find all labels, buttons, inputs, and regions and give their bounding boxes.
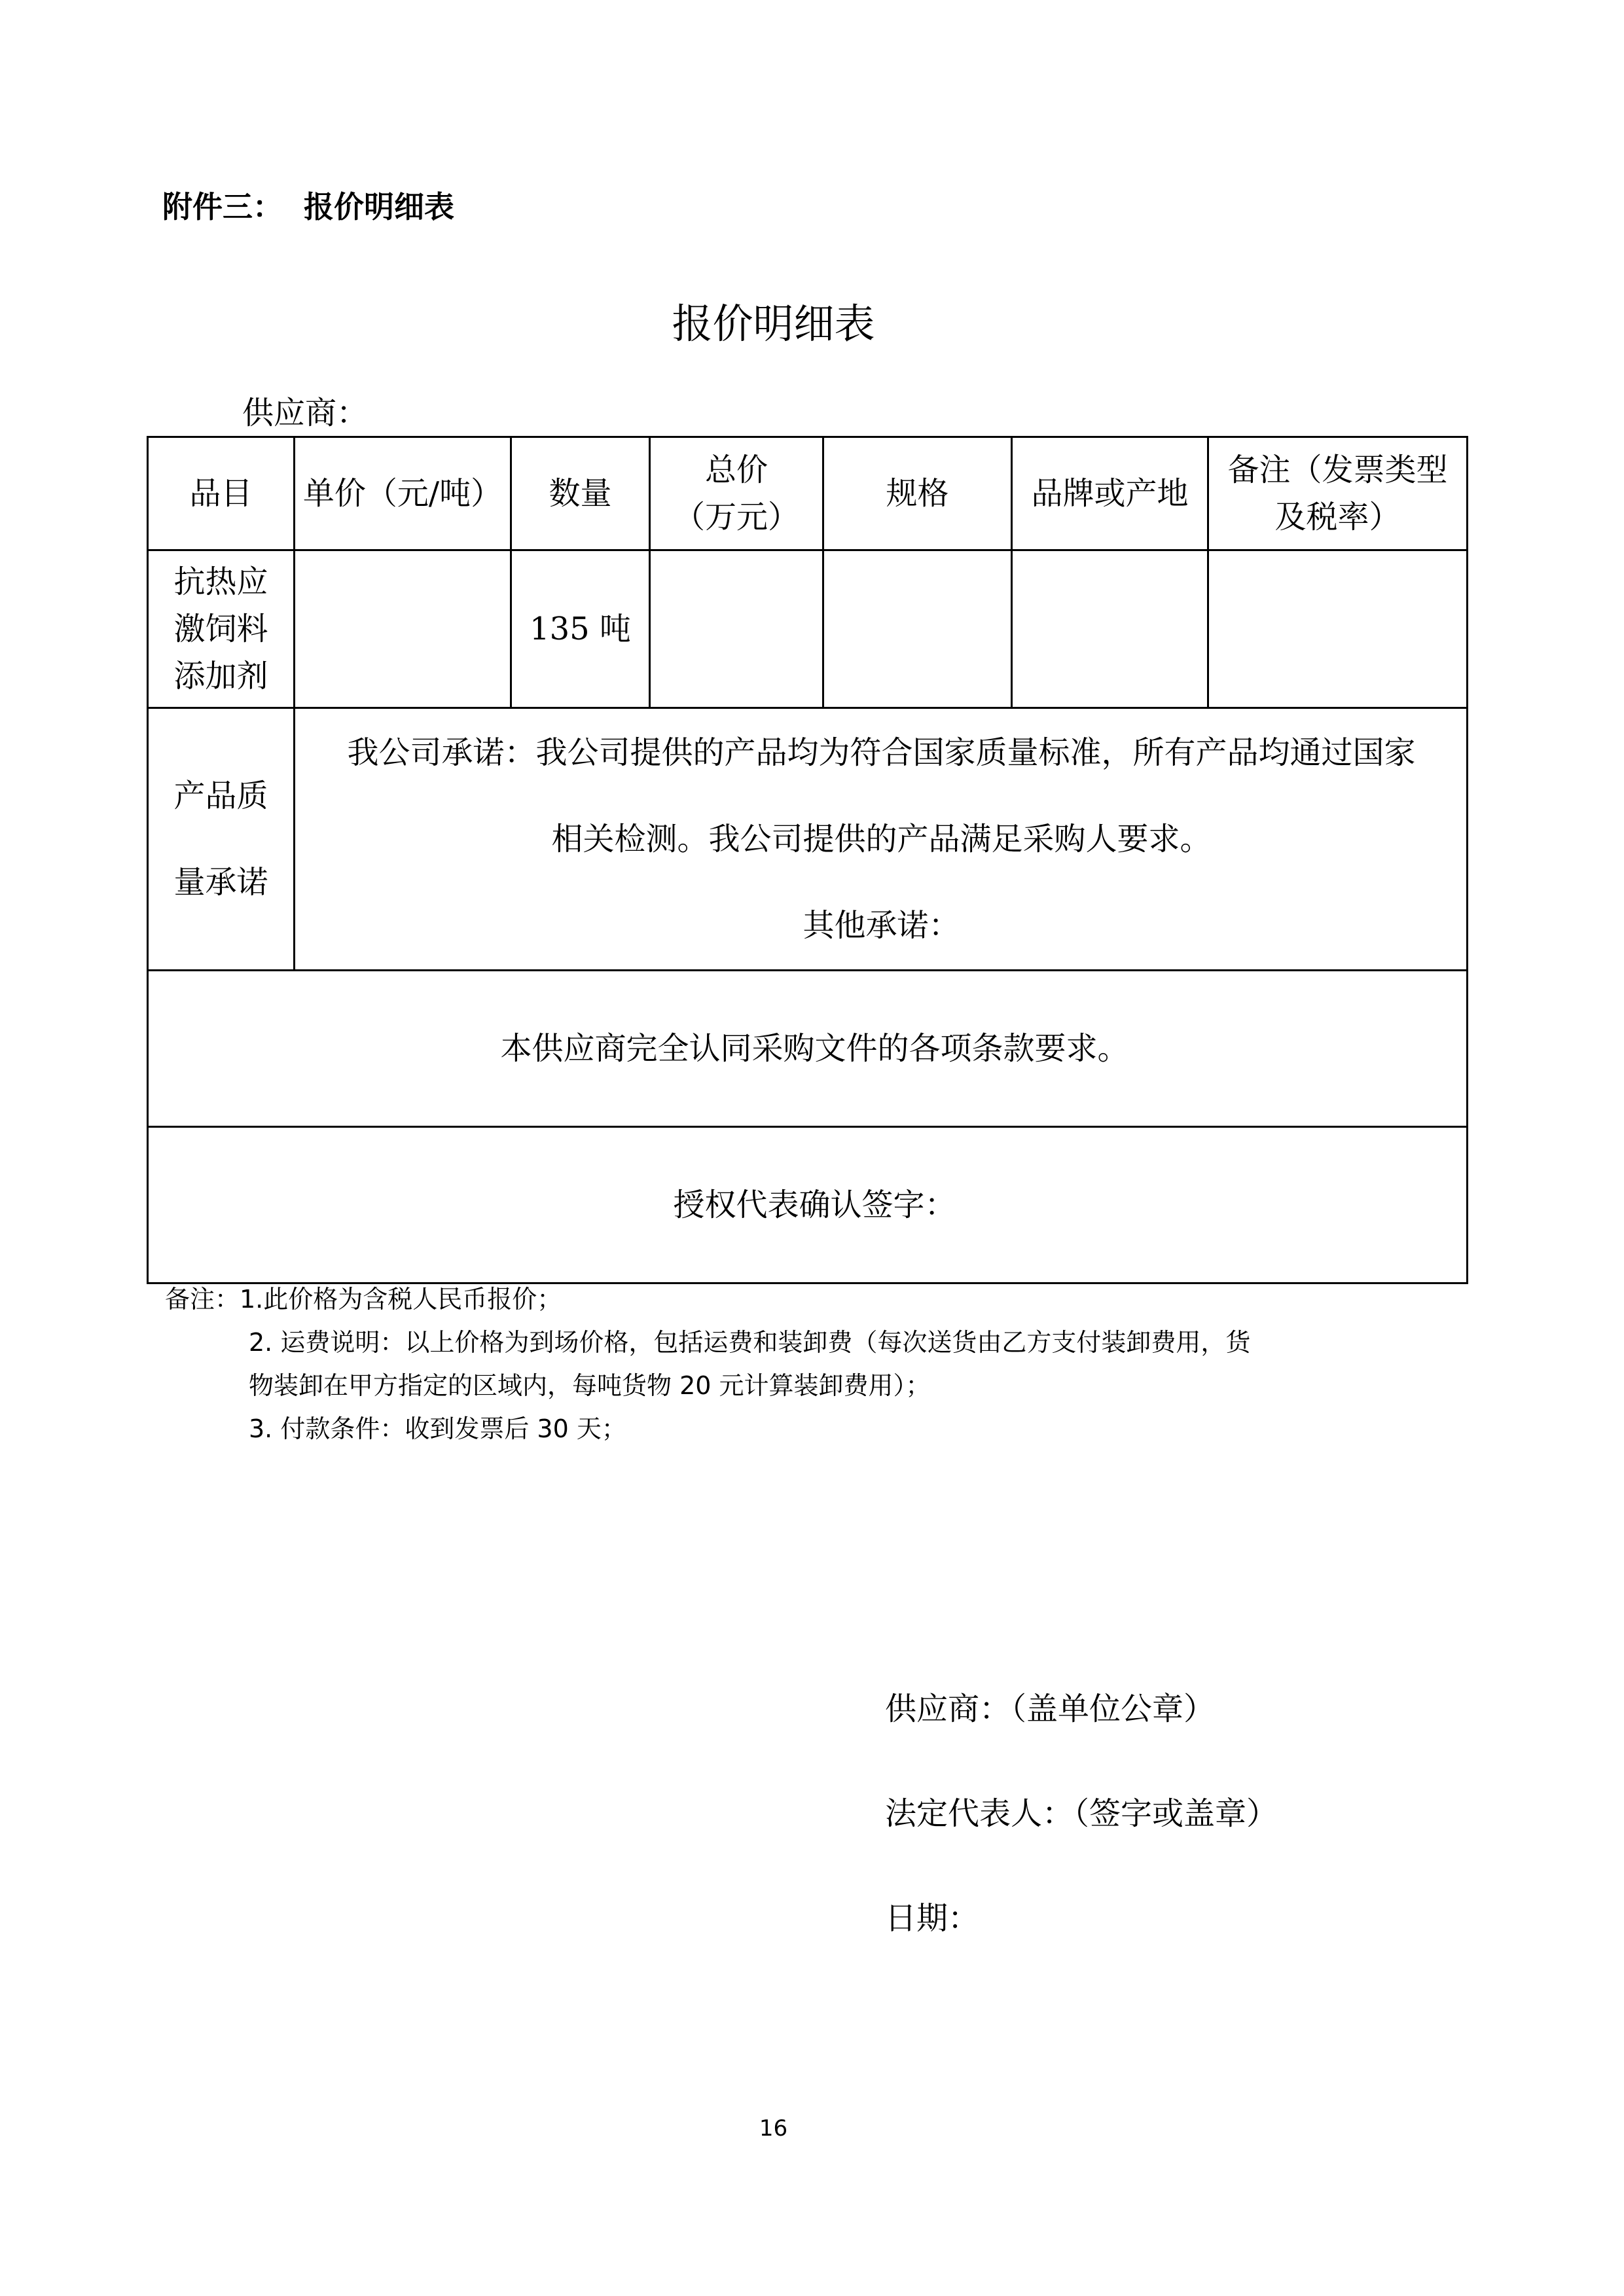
header-unit-price: 单价（元/吨） bbox=[295, 437, 511, 550]
notes-section bbox=[165, 1278, 1409, 1450]
header-total-price-line1: 总价 bbox=[704, 452, 768, 488]
note-1: 备注：1.此价格为含税人民币报价； bbox=[165, 1285, 562, 1314]
header-remark bbox=[1208, 437, 1468, 550]
commitment-label-line2: 量承诺 bbox=[173, 864, 268, 901]
commitment-label bbox=[148, 708, 295, 971]
supplier-seal-line: 供应商：（盖单位公章） bbox=[885, 1691, 1216, 1727]
cell-total-price[interactable] bbox=[650, 550, 823, 708]
header-quantity: 数量 bbox=[511, 437, 650, 550]
commitment-label-line1: 产品质 bbox=[173, 778, 268, 814]
other-commitment-label: 其他承诺： bbox=[803, 907, 960, 944]
date-line: 日期： bbox=[885, 1900, 980, 1937]
header-remark-line2: 及税率） bbox=[1274, 499, 1401, 535]
cell-spec[interactable] bbox=[823, 550, 1012, 708]
header-total-price bbox=[650, 437, 823, 550]
legal-rep-line: 法定代表人：（签字或盖章） bbox=[885, 1795, 1278, 1832]
note-3: 3. 付款条件：收到发票后 30 天； bbox=[249, 1414, 626, 1443]
authorized-signature[interactable]: 授权代表确认签字： bbox=[148, 1127, 1468, 1283]
quality-commitment-row bbox=[148, 708, 1468, 971]
item-name-line1: 抗热应 bbox=[173, 564, 268, 600]
header-brand: 品牌或产地 bbox=[1012, 437, 1208, 550]
header-item: 品目 bbox=[148, 437, 295, 550]
cell-brand[interactable] bbox=[1012, 550, 1208, 708]
acceptance-row bbox=[148, 971, 1468, 1127]
commitment-text-line2: 相关检测。我公司提供的产品满足采购人要求。 bbox=[551, 821, 1212, 857]
page-number: 16 bbox=[759, 2115, 788, 2142]
attachment-heading: 附件三： 报价明细表 bbox=[162, 189, 455, 224]
header-total-price-line2: （万元） bbox=[673, 499, 799, 535]
note-2-line2: 物装卸在甲方指定的区域内，每吨货物 20 元计算装卸费用）； bbox=[249, 1371, 931, 1400]
document-title: 报价明细表 bbox=[672, 300, 875, 348]
commitment-text-line1: 我公司承诺：我公司提供的产品均为符合国家质量标准，所有产品均通过国家 bbox=[347, 734, 1416, 771]
supplier-label: 供应商： bbox=[242, 395, 369, 431]
header-spec: 规格 bbox=[823, 437, 1012, 550]
signature-row bbox=[148, 1127, 1468, 1283]
item-name-line2: 激饲料 bbox=[173, 611, 268, 647]
commitment-body bbox=[295, 708, 1468, 971]
signoff-block bbox=[885, 1686, 1278, 2000]
quote-table bbox=[147, 436, 1468, 1284]
table-header-row bbox=[148, 437, 1468, 550]
header-remark-line1: 备注（发票类型 bbox=[1227, 452, 1448, 488]
item-name-line3: 添加剂 bbox=[173, 658, 268, 694]
cell-quantity: 135 吨 bbox=[511, 550, 650, 708]
acceptance-statement: 本供应商完全认同采购文件的各项条款要求。 bbox=[148, 971, 1468, 1127]
note-2-line1: 2. 运费说明：以上价格为到场价格，包括运费和装卸费（每次送货由乙方支付装卸费用，货 bbox=[249, 1328, 1251, 1357]
cell-remark[interactable] bbox=[1208, 550, 1468, 708]
table-row bbox=[148, 550, 1468, 708]
cell-unit-price[interactable] bbox=[295, 550, 511, 708]
cell-item bbox=[148, 550, 295, 708]
